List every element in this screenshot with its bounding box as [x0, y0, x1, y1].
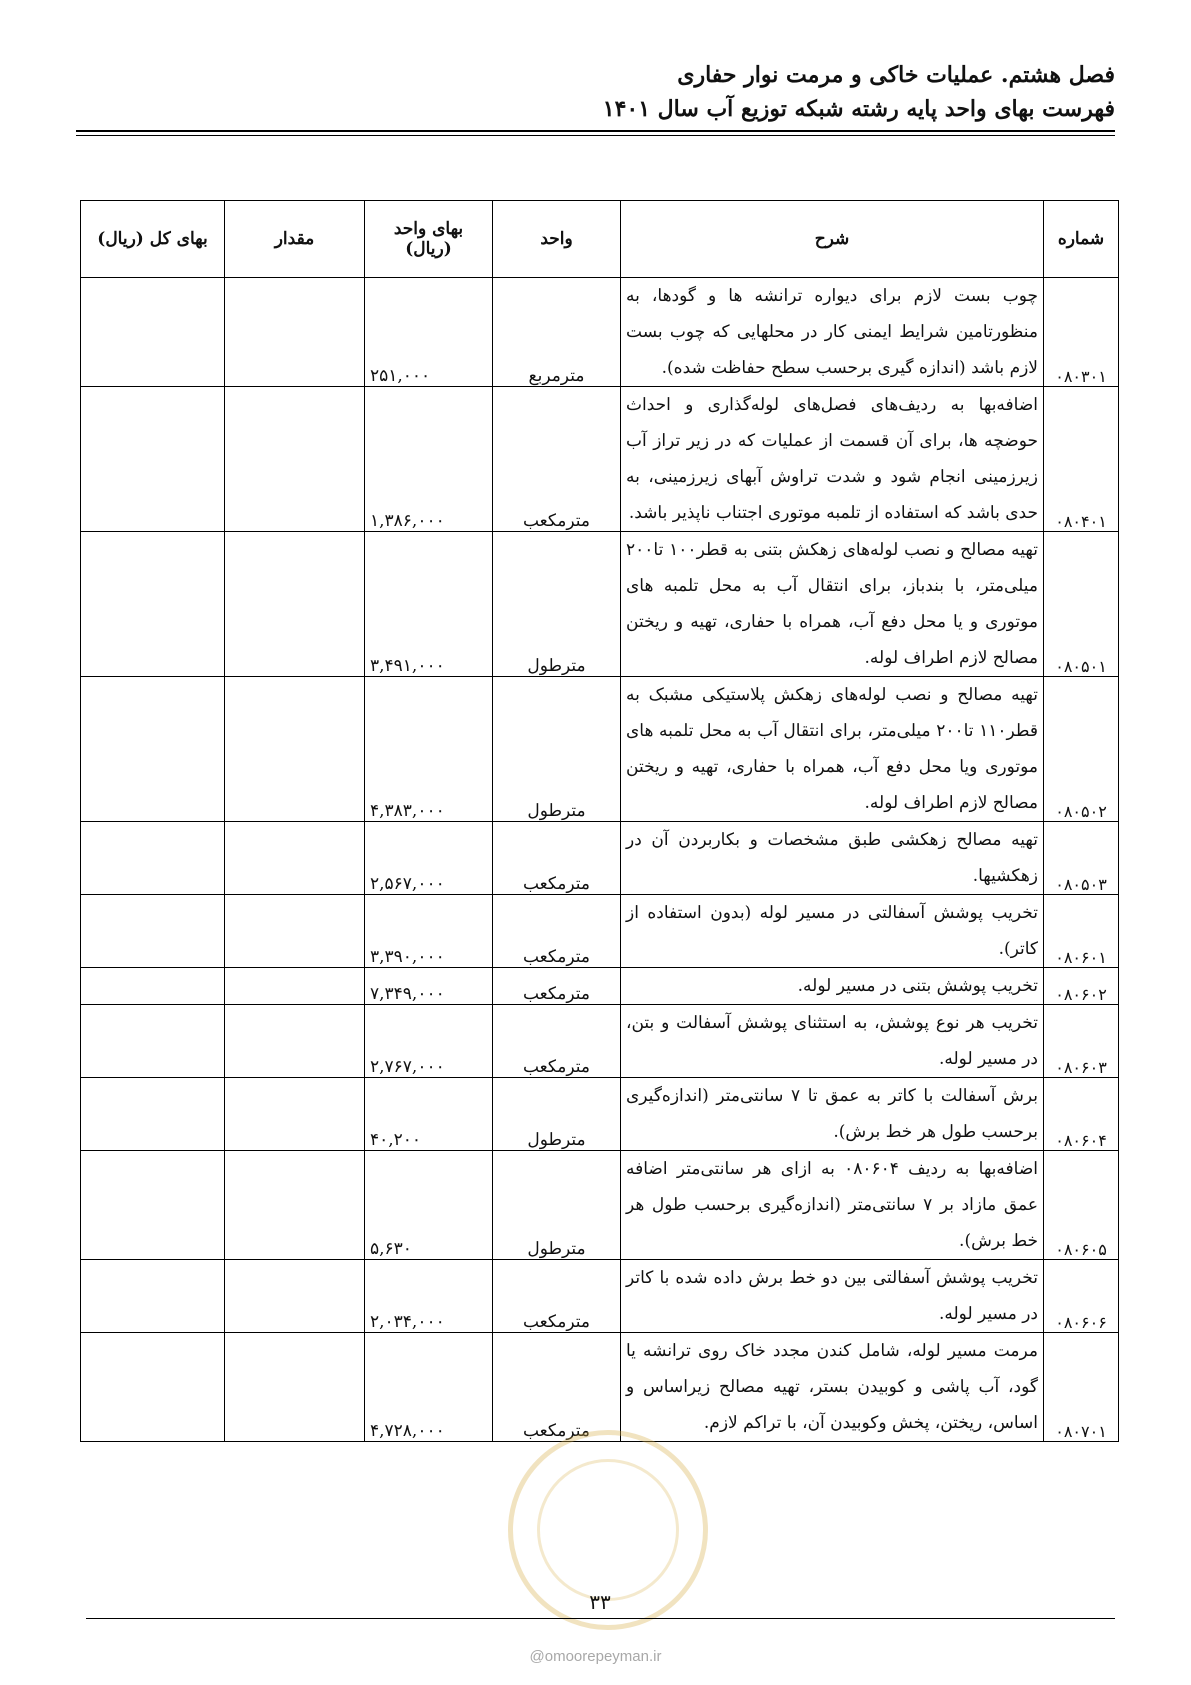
item-description: تهیه مصالح و نصب لوله‌های زهکش پلاستیکی مشبک به قطر۱۱۰ تا۲۰۰ میلی‌متر، برای انتقال آب به محل تلمبه های موتوری ویا محل دفع آب، همراه با حفاری، تهیه و ریختن مصالح لازم اطراف لوله. — [621, 677, 1044, 822]
page-header — [603, 58, 1115, 126]
item-quantity — [225, 1260, 365, 1333]
item-total — [81, 532, 225, 677]
item-description: تخریب هر نوع پوشش، به استثنای پوشش آسفالت و بتن، در مسیر لوله. — [621, 1005, 1044, 1078]
item-description: اضافه‌بها به ردیف ۰۸۰۶۰۴ به ازای هر سانتی‌متر اضافه عمق مازاد بر ۷ سانتی‌متر (اندازه‌گیری برحسب طول هر خط برش). — [621, 1151, 1044, 1260]
item-description: تخریب پوشش آسفالتی بین دو خط برش داده شده با کاتر در مسیر لوله. — [621, 1260, 1044, 1333]
table-row — [81, 677, 1119, 822]
table-row — [81, 1078, 1119, 1151]
item-description: اضافه‌بها به ردیف‌های فصل‌های لوله‌گذاری و احداث حوضچه ها، برای آن قسمت از عملیات که در زیر تراز آب زیرزمینی انجام شود و شدت تراوش آبهای زیرزمینی، به حدی باشد که استفاده از تلمبه موتوری اجتناب ناپذیر باشد. — [621, 387, 1044, 532]
item-unit-price: ۲,۰۳۴,۰۰۰ — [365, 1260, 493, 1333]
page-number: ۳۳ — [589, 1590, 611, 1614]
item-quantity — [225, 895, 365, 968]
item-total — [81, 1333, 225, 1442]
item-code: ۰۸۰۶۰۴ — [1044, 1078, 1119, 1151]
item-code: ۰۸۰۶۰۲ — [1044, 968, 1119, 1005]
table-row — [81, 1260, 1119, 1333]
item-unit: مترمکعب — [493, 1005, 621, 1078]
item-total — [81, 1260, 225, 1333]
item-code: ۰۸۰۶۰۶ — [1044, 1260, 1119, 1333]
item-unit-price: ۴۰,۲۰۰ — [365, 1078, 493, 1151]
item-description: تهیه مصالح زهکشی طبق مشخصات و بکاربردن آن در زهکشیها. — [621, 822, 1044, 895]
item-total — [81, 278, 225, 387]
table-row — [81, 822, 1119, 895]
item-code: ۰۸۰۴۰۱ — [1044, 387, 1119, 532]
column-header-unit: واحد — [493, 201, 621, 278]
header-rule-thin — [76, 135, 1115, 136]
chapter-title: فصل هشتم. عملیات خاکی و مرمت نوار حفاری — [677, 62, 1115, 88]
item-total — [81, 677, 225, 822]
footer-rule — [86, 1618, 1115, 1619]
item-quantity — [225, 1078, 365, 1151]
item-unit-price: ۲,۷۶۷,۰۰۰ — [365, 1005, 493, 1078]
price-table — [80, 200, 1119, 1442]
item-unit-price: ۲,۵۶۷,۰۰۰ — [365, 822, 493, 895]
document-subtitle: فهرست بهای واحد پایه رشته شبکه توزیع آب سال ۱۴۰۱ — [602, 96, 1115, 122]
item-total — [81, 1151, 225, 1260]
item-total — [81, 1005, 225, 1078]
header-rule — [76, 130, 1115, 132]
item-code: ۰۸۰۳۰۱ — [1044, 278, 1119, 387]
item-unit: مترمکعب — [493, 387, 621, 532]
item-description: برش آسفالت با کاتر به عمق تا ۷ سانتی‌متر (اندازه‌گیری برحسب طول هر خط برش). — [621, 1078, 1044, 1151]
item-unit: مترطول — [493, 1078, 621, 1151]
table-row — [81, 1151, 1119, 1260]
item-quantity — [225, 1151, 365, 1260]
item-unit-price: ۲۵۱,۰۰۰ — [365, 278, 493, 387]
item-code: ۰۸۰۶۰۱ — [1044, 895, 1119, 968]
item-code: ۰۸۰۶۰۵ — [1044, 1151, 1119, 1260]
unit-price-header-label: بهای واحد — [393, 219, 464, 239]
item-quantity — [225, 1333, 365, 1442]
item-unit: مترمکعب — [493, 1333, 621, 1442]
item-description: تهیه مصالح و نصب لوله‌های زهکش بتنی به قطر۱۰۰ تا۲۰۰ میلی‌متر، با بندباز، برای انتقال آب به محل تلمبه های موتوری و یا محل دفع آب، همراه با حفاری، تهیه و ریختن مصالح لازم اطراف لوله. — [621, 532, 1044, 677]
item-unit: مترطول — [493, 677, 621, 822]
item-total — [81, 822, 225, 895]
item-total — [81, 895, 225, 968]
item-unit: مترمربع — [493, 278, 621, 387]
item-total — [81, 1078, 225, 1151]
table-row — [81, 968, 1119, 1005]
table-row — [81, 895, 1119, 968]
item-unit: مترطول — [493, 1151, 621, 1260]
item-total — [81, 968, 225, 1005]
item-code: ۰۸۰۵۰۲ — [1044, 677, 1119, 822]
item-unit-price: ۱,۳۸۶,۰۰۰ — [365, 387, 493, 532]
item-unit-price: ۴,۷۲۸,۰۰۰ — [365, 1333, 493, 1442]
item-quantity — [225, 822, 365, 895]
item-code: ۰۸۰۵۰۳ — [1044, 822, 1119, 895]
item-quantity — [225, 677, 365, 822]
item-quantity — [225, 1005, 365, 1078]
item-unit-price: ۳,۴۹۱,۰۰۰ — [365, 532, 493, 677]
item-total — [81, 387, 225, 532]
item-unit-price: ۵,۶۳۰ — [365, 1151, 493, 1260]
column-header-total: بهای کل (ریال) — [81, 201, 225, 278]
item-unit: مترطول — [493, 532, 621, 677]
table-row — [81, 532, 1119, 677]
site-watermark-text: @omoorepeyman.ir — [529, 1648, 662, 1665]
item-unit-price: ۷,۳۴۹,۰۰۰ — [365, 968, 493, 1005]
item-unit-price: ۴,۳۸۳,۰۰۰ — [365, 677, 493, 822]
item-unit: مترمکعب — [493, 968, 621, 1005]
item-quantity — [225, 532, 365, 677]
item-unit: مترمکعب — [493, 895, 621, 968]
item-description: تخریب پوشش آسفالتی در مسیر لوله (بدون استفاده از کاتر). — [621, 895, 1044, 968]
table-row — [81, 1005, 1119, 1078]
table-header-row — [81, 201, 1119, 278]
unit-price-header-currency: (ریال) — [405, 239, 452, 259]
item-code: ۰۸۰۷۰۱ — [1044, 1333, 1119, 1442]
item-description: تخریب پوشش بتنی در مسیر لوله. — [621, 968, 1044, 1005]
item-description: مرمت مسیر لوله، شامل کندن مجدد خاک روی ترانشه یا گود، آب پاشی و کوبیدن بستر، تهیه مصالح زیراساس و اساس، ریختن، پخش وکوبیدن آن، با تراکم لازم. — [621, 1333, 1044, 1442]
item-quantity — [225, 968, 365, 1005]
column-header-unit-price — [365, 201, 493, 278]
item-quantity — [225, 387, 365, 532]
item-description: چوب بست لازم برای دیواره ترانشه ها و گودها، به منظورتامین شرایط ایمنی کار در محلهایی که چوب بست لازم باشد (اندازه گیری برحسب سطح حفاظت شده). — [621, 278, 1044, 387]
item-unit: مترمکعب — [493, 822, 621, 895]
item-code: ۰۸۰۵۰۱ — [1044, 532, 1119, 677]
item-unit-price: ۳,۳۹۰,۰۰۰ — [365, 895, 493, 968]
item-code: ۰۸۰۶۰۳ — [1044, 1005, 1119, 1078]
table-row — [81, 278, 1119, 387]
table-row — [81, 387, 1119, 532]
column-header-code: شماره — [1044, 201, 1119, 278]
column-header-description: شرح — [621, 201, 1044, 278]
item-unit: مترمکعب — [493, 1260, 621, 1333]
table-row — [81, 1333, 1119, 1442]
column-header-quantity: مقدار — [225, 201, 365, 278]
item-quantity — [225, 278, 365, 387]
